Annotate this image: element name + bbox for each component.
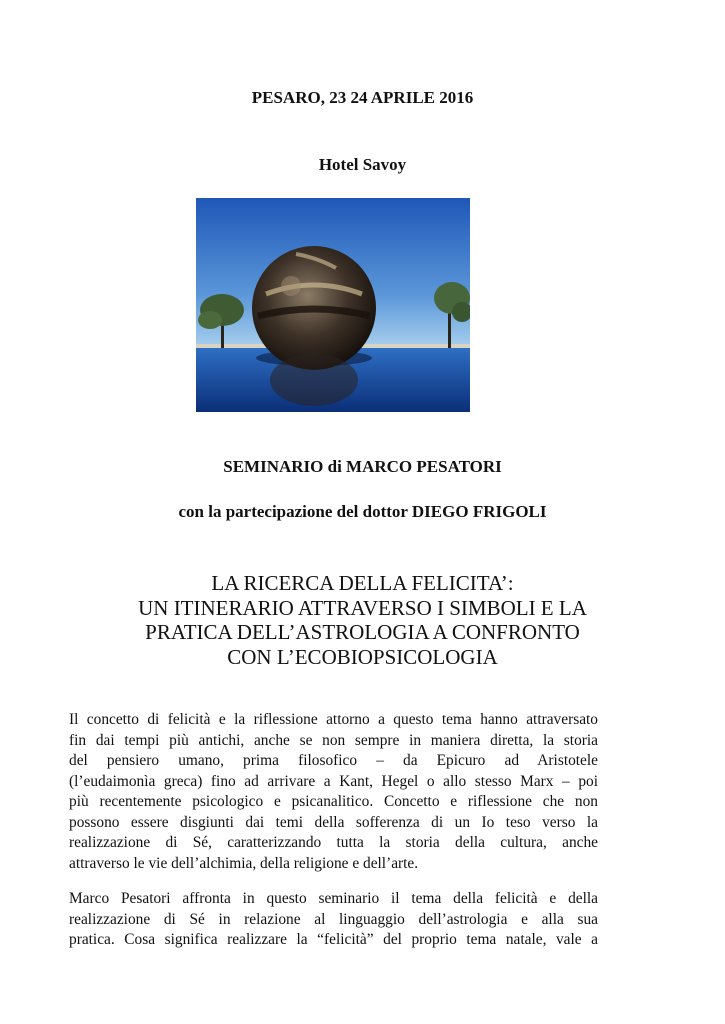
paragraph-line: possono essere disgiunti dai temi della sofferenza di un Io teso verso la [69,813,598,831]
event-date-location: PESARO, 23 24 APRILE 2016 [251,88,474,107]
seminar-participation: con la partecipazione del dottor DIEGO FRIGOLI [178,502,547,521]
main-title-line: LA RICERCA DELLA FELICITA’: [211,571,514,595]
paragraph-line: (l’eudaimonìa greca) fino ad arrivare a Kant, Hegel o allo stesso Marx – poi [69,772,598,790]
paragraph-line: Il concetto di felicità e la riflessione attorno a questo tema hanno attraversato [69,711,598,728]
paragraph-line: pratica. Cosa significa realizzare la “felicità” del proprio tema natale, vale a [69,931,598,948]
paragraph-line: realizzazione di Sé, caratterizzando tutta la storia della cultura, anche [69,834,598,851]
paragraph-line: attraverso le vie dell’alchimia, della religione e dell’arte. [69,854,419,872]
paragraph-line: del pensiero umano, prima filosofico – da Epicuro ad Aristotele [69,752,598,769]
sphere-sculpture-photo [196,198,470,412]
event-venue: Hotel Savoy [318,155,407,174]
main-title-line: PRATICA DELL’ASTROLOGIA A CONFRONTO [145,620,580,644]
paragraph-line: più recentemente psicologico e psicanalitico. Concetto e riflessione che non [69,793,598,810]
body-paragraph-2 [69,889,598,951]
paragraph-line: realizzazione di Sé in relazione al linguaggio dell’astrologia e alla sua [69,910,598,928]
body-paragraph-1 [69,710,598,874]
main-title [60,571,665,669]
main-title-line: CON L’ECOBIOPSICOLOGIA [227,644,498,669]
paragraph-line: Marco Pesatori affronta in questo seminario il tema della felicità e della [69,890,598,907]
paragraph-line: fin dai tempi più antichi, anche se non sempre in maniera diretta, la storia [69,731,598,749]
main-title-line: UN ITINERARIO ATTRAVERSO I SIMBOLI E LA [138,595,587,620]
seminar-title: SEMINARIO di MARCO PESATORI [223,457,502,476]
